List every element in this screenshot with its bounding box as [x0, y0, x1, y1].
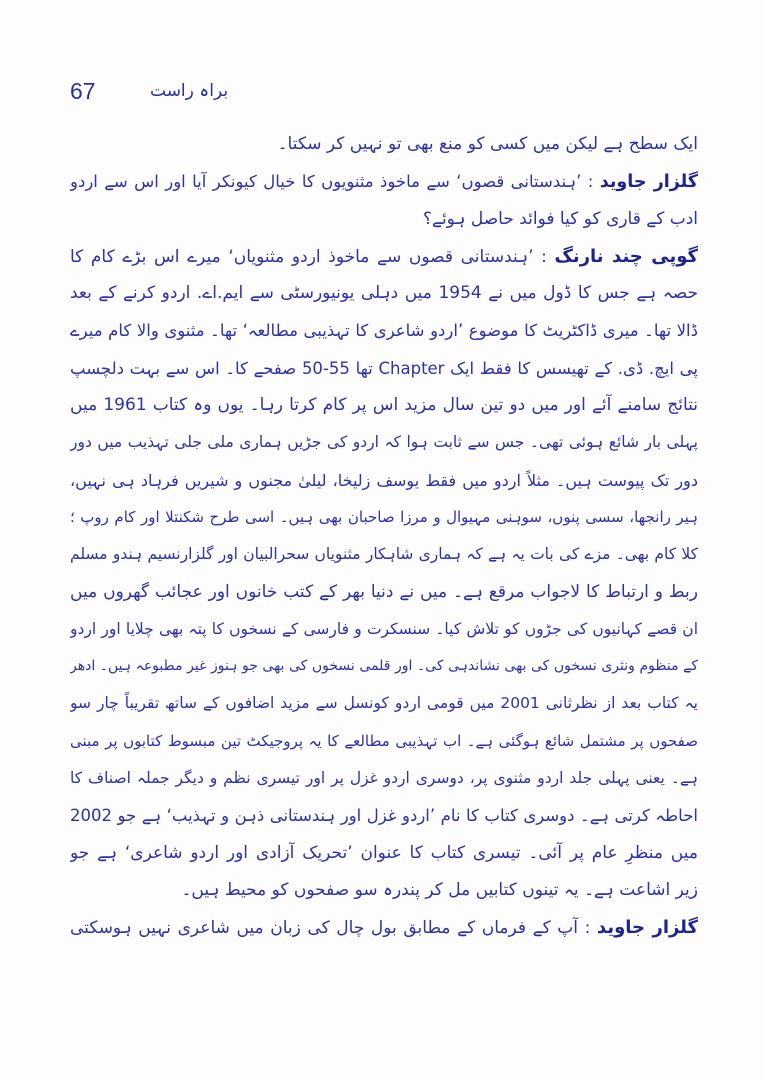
line-text: ادب کے قاری کو کیا فوائد حاصل ہوئے؟	[422, 208, 698, 229]
text-line	[70, 350, 698, 387]
line-text: کلا کام بھی۔ مزے کی بات یہ ہے کہ ہماری شاہکار مثنویاں سحرالبیان اور گلزارنسیم ہندو مسلم	[70, 545, 698, 564]
line-text: ایک سطح ہے لیکن میں کسی کو منع بھی تو نہیں کر سکتا۔	[277, 134, 698, 154]
text-line	[70, 312, 698, 349]
text-line	[70, 387, 698, 424]
line-text: پی ایچ. ڈی. کے تھیسس کا فقط ایک Chapter تھا 55-50 صفحے کا۔ اس سے بہت دلچسپ	[70, 358, 698, 378]
text-line	[70, 797, 698, 834]
line-text: میں منظرِ عام پر آئی۔ تیسری کتاب کا عنوان ’تحریک آزادی اور اردو شاعری‘ ہے جو	[70, 842, 698, 863]
line-text: : ’ہندستانی قصوں‘ سے ماخوذ مثنویوں کا خیال کیونکر آیا اور اس سے اردو	[70, 172, 600, 192]
speaker-name: گوپی چند نارنگ	[554, 245, 698, 267]
line-text: : ’ہندستانی قصوں سے ماخوذ اردو مثنویاں‘ میرے اس بڑے کام کا	[70, 246, 555, 267]
text-line	[70, 760, 698, 797]
text-line	[70, 424, 698, 461]
text-line	[70, 275, 698, 312]
line-text: ہیر رانجھا، سسی پنوں، سوہنی مہیوال و مرزا صاحبان بھی ہیں۔ اسی طرح شکنتلا اور کام روپ ؛	[70, 507, 698, 526]
line-text: : آپ کے فرماں کے مطابق بول چال کی زبان میں شاعری نہیں ہوسکتی	[70, 918, 597, 939]
line-text: نتائج سامنے آئے اور میں دو تین سال مزید اس پر کام کرتا رہا۔ یوں وہ کتاب 1961 میں	[70, 395, 698, 416]
line-text: احاطہ کرتی ہے۔ دوسری کتاب کا نام ’اردو غزل اور ہندستانی ذہن و تہذیب‘ ہے جو 2002	[70, 806, 698, 826]
body-text	[70, 126, 698, 947]
text-line	[70, 723, 698, 760]
page-header	[70, 72, 270, 112]
page-number: 67	[70, 78, 96, 104]
line-text: ان قصے کہانیوں کی جڑوں کو تلاش کیا۔ سنسکرت و فارسی کے نسخوں کا پتہ بھی چلایا اور اردو	[70, 619, 698, 638]
text-line	[70, 499, 698, 536]
line-text: ہے۔ یعنی پہلی جلد اردو مثنوی پر، دوسری اردو غزل پر اور تیسری نظم و دیگر جملہ اصناف کا	[70, 769, 698, 788]
text-line	[70, 685, 698, 722]
text-line	[70, 536, 698, 573]
text-line	[70, 611, 698, 648]
line-text: دور تک پیوست ہیں۔ مثلاً اردو میں فقط یوسف زلیخا، لیلیٰ مجنوں و شیریں فرہاد ہی نہیں،	[70, 470, 698, 490]
line-text: زیر اشاعت ہے۔ یہ تینوں کتابیں مل کر پندرہ سو صفحوں کو محیط ہیں۔	[181, 879, 698, 900]
text-line	[70, 201, 698, 238]
speaker-name: گلزار جاوید	[596, 917, 698, 939]
line-text: حصہ ہے جس کا ڈول میں نے 1954 میں دہلی یونیورسٹی سے ایم.اے. اردو کرنے کے بعد	[70, 283, 698, 304]
text-line	[70, 462, 698, 499]
line-text: یہ کتاب بعد از نظرثانی 2001 میں قومی اردو کونسل سے مزید اضافوں کے ساتھ تقریباً چار سو	[70, 694, 698, 713]
text-line	[70, 238, 698, 275]
line-text: پہلی بار شائع ہوئی تھی۔ جس سے ثابت ہوا کہ اردو کی جڑیں ہماری ملی جلی تہذیب میں دور	[70, 433, 698, 452]
running-title: براہ راست	[150, 81, 229, 101]
text-line	[70, 574, 698, 611]
text-line	[70, 126, 698, 163]
line-text: صفحوں پر مشتمل شائع ہوگئی ہے۔ اب تہذیبی مطالعے کا یہ پروجیکٹ تین مبسوط کتابوں پر مبنی	[70, 731, 698, 750]
speaker-name: گلزار جاوید	[599, 172, 698, 193]
text-line	[70, 909, 698, 946]
text-line	[70, 163, 698, 200]
line-text: ڈالا تھا۔ میری ڈاکٹریٹ کا موضوع ’اردو شاعری کا تہذیبی مطالعہ‘ تھا۔ مثنوی والا کام میرے	[70, 321, 698, 341]
text-line	[70, 835, 698, 872]
text-line	[70, 648, 698, 685]
line-text: ربط و ارتباط کا لاجواب مرقع ہے۔ میں نے دنیا بھر کے کتب خانوں اور عجائب گھروں میں	[70, 581, 698, 602]
text-line	[70, 872, 698, 909]
line-text: کے منظوم ونثری نسخوں کی بھی نشاندہی کی۔ اور قلمی نسخوں کی بھی جو ہنوز غیر مطبوعہ ہیں۔ ادھر	[70, 658, 698, 675]
